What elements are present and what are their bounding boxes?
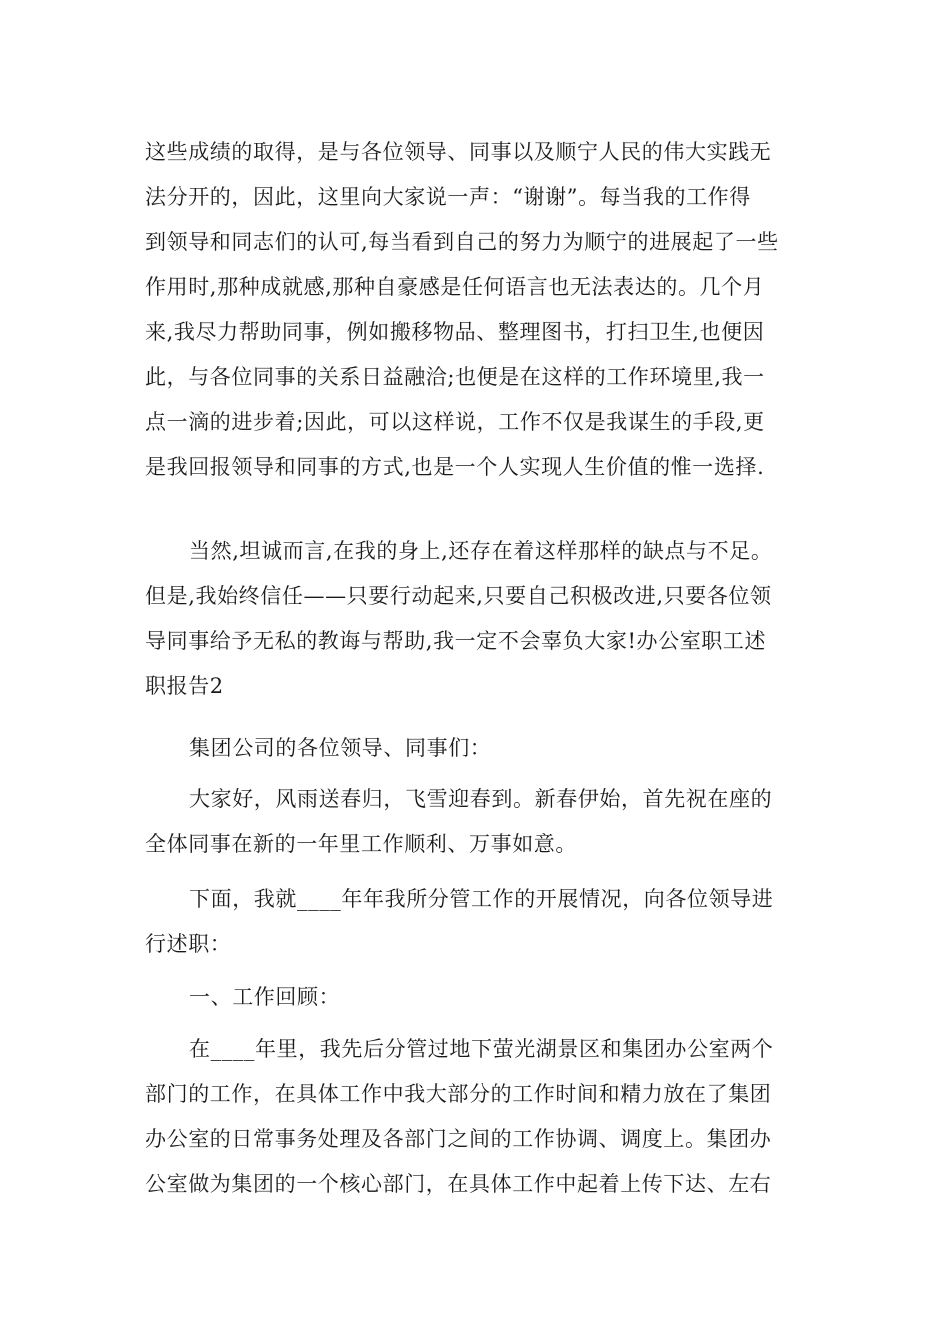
text-line: 点一滴的进步着;因此，可以这样说，工作不仅是我谋生的手段,更 xyxy=(145,410,765,434)
paragraph-intro xyxy=(145,877,810,967)
paragraph-review xyxy=(145,1027,810,1207)
text-line: 这些成绩的取得，是与各位领导、同事以及顺宁人民的伟大实践无 xyxy=(145,140,772,164)
paragraph-salutation xyxy=(145,726,810,771)
section-heading: 一、工作回顾： xyxy=(189,985,341,1009)
text-line: 法分开的，因此，这里向大家说一声：“谢谢”。每当我的工作得 xyxy=(145,185,751,209)
text-line: 此，与各位同事的关系日益融洽;也便是在这样的工作环境里,我一 xyxy=(145,365,765,389)
text-line: 导同事给予无私的教诲与帮助,我一定不会辜负大家!办公室职工述 xyxy=(145,629,767,653)
text-line: 全体同事在新的一年里工作顺利、万事如意。 xyxy=(145,832,577,856)
text-line: 来,我尽力帮助同事，例如搬移物品、整理图书，打扫卫生,也便因 xyxy=(145,320,765,344)
text-line: 当然,坦诚而言,在我的身上,还存在着这样那样的缺点与不足。 xyxy=(189,539,773,563)
paragraph-achievements xyxy=(145,130,810,490)
text-line: 下面，我就____年年我所分管工作的开展情况，向各位领导进 xyxy=(189,887,774,911)
text-line: 是我回报领导和同事的方式,也是一个人实现人生价值的惟一选择. xyxy=(145,455,765,479)
text-line: 公室做为集团的一个核心部门，在具体工作中起着上传下达、左右 xyxy=(145,1172,772,1196)
text-line: 到领导和同志们的认可,每当看到自己的努力为顺宁的进展起了一些 xyxy=(145,230,779,254)
text-line: 作用时,那种成就感,那种自豪感是任何语言也无法表达的。几个月 xyxy=(145,275,765,299)
text-line: 部门的工作，在具体工作中我大部分的工作时间和精力放在了集团 xyxy=(145,1082,772,1106)
text-line: 行述职： xyxy=(145,932,232,956)
text-line: 大家好，风雨送春归，飞雪迎春到。新春伊始，首先祝在座的 xyxy=(189,787,773,811)
paragraph-greeting xyxy=(145,777,810,867)
paragraph-shortcomings xyxy=(145,529,810,709)
text-line: 在____年里，我先后分管过地下萤光湖景区和集团办公室两个 xyxy=(189,1037,774,1061)
text-line: 职报告2 xyxy=(145,674,224,698)
text-line: 办公室的日常事务处理及各部门之间的工作协调、调度上。集团办 xyxy=(145,1127,772,1151)
text-line: 集团公司的各位领导、同事们： xyxy=(189,736,492,760)
section-heading-review xyxy=(145,975,810,1020)
text-line: 但是,我始终信任——只要行动起来,只要自己积极改进,只要各位领 xyxy=(145,584,772,608)
